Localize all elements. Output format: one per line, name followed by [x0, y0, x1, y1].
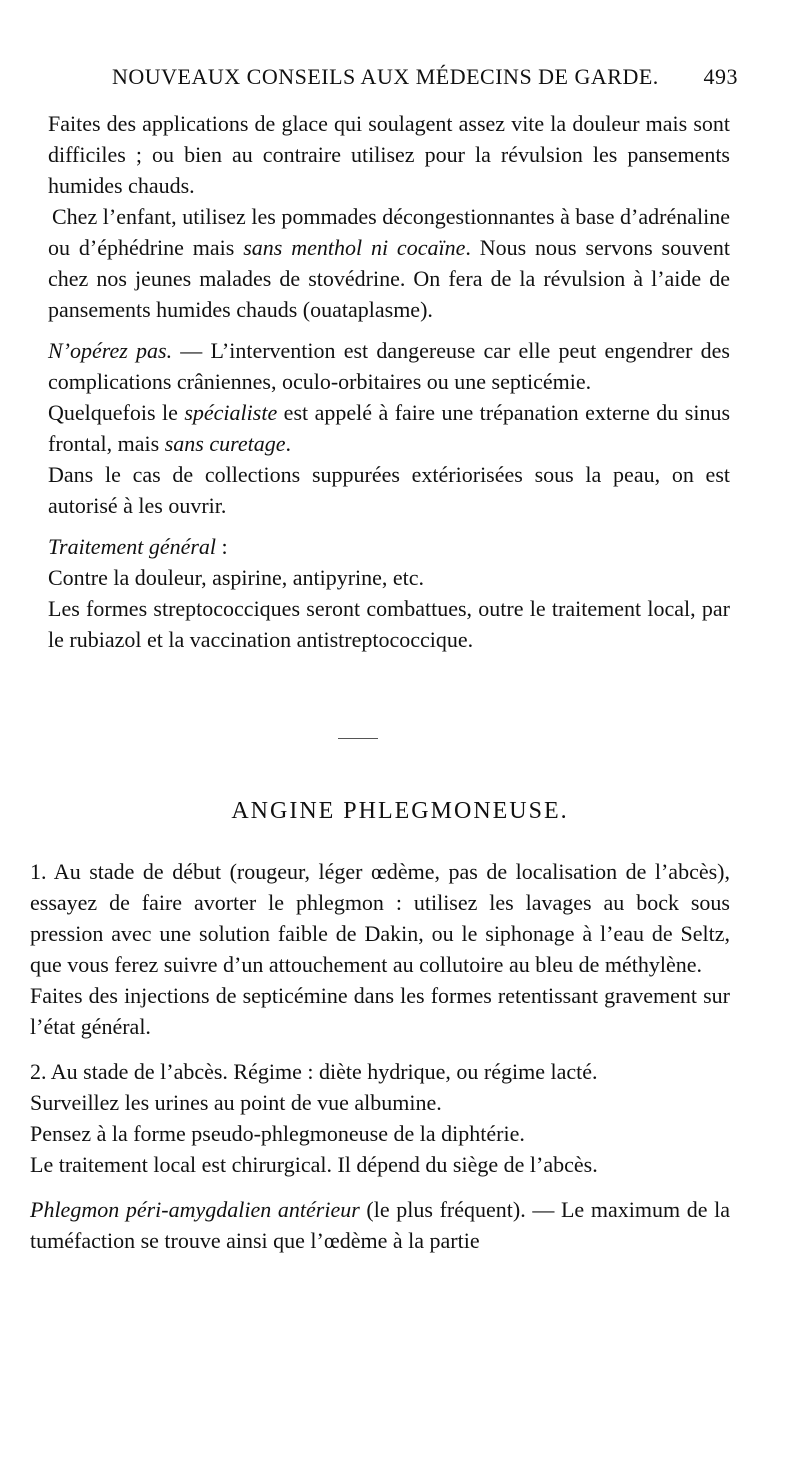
- paragraph-text: Faites des injections de septicémine dans les formes retentissant gravement sur l’état général.: [30, 983, 730, 1039]
- paragraph: [48, 108, 730, 201]
- paragraph: [48, 397, 730, 459]
- paragraph-text: est appelé à faire une trépanation externe du sinus frontal, mais: [48, 400, 731, 456]
- paragraph: [30, 1118, 730, 1149]
- paragraph-text: 1. Au stade de début (rougeur, léger œdème, pas de localisation de l’abcès), essayez de faire avorter le phlegmon : utilisez les lavages au bock sous pression avec une solution faible de Dakin, ou le siphonage à l’eau de Seltz, que vous ferez suivre d’un attouchement au collutoire au bleu de méthylène.: [30, 859, 730, 977]
- paragraph-text: Faites des applications de glace qui soulagent assez vite la douleur mais sont difficiles ; ou bien au contraire utilisez pour la révulsion les pansements humides chauds.: [48, 111, 730, 198]
- paragraph-text: Chez l’enfant, utilisez les pommades décongestionnantes à base d’adrénaline ou d’éphédrine mais: [48, 204, 730, 260]
- paragraph-text: 2. Au stade de l’abcès. Régime : diète hydrique, ou régime lacté.: [30, 1059, 598, 1084]
- italic-heading: Traitement général: [48, 534, 217, 559]
- italic-heading: N’opérez pas.: [48, 338, 173, 363]
- paragraph: [30, 1194, 730, 1256]
- italic-phrase: sans curetage: [164, 431, 286, 456]
- bottom-section-text: [30, 856, 730, 1256]
- paragraph: [30, 980, 730, 1042]
- paragraph-text: Les formes streptococciques seront combattues, outre le traitement local, par le rubiazol et la vaccination antistreptococcique.: [48, 596, 730, 652]
- paragraph-text: :: [216, 534, 228, 559]
- section-divider: [338, 738, 378, 739]
- paragraph-text: Contre la douleur, aspirine, antipyrine, etc.: [48, 565, 425, 590]
- paragraph-text: (le plus fréquent). — Le maximum de la tuméfaction se trouve ainsi que l’œdème à la partie: [30, 1197, 730, 1253]
- paragraph-text: Dans le cas de collections suppurées extériorisées sous la peau, on est autorisé à les ouvrir.: [48, 462, 730, 518]
- paragraph: [30, 856, 730, 980]
- paragraph: [30, 1056, 730, 1087]
- paragraph-text: .: [285, 431, 291, 456]
- paragraph: [48, 335, 730, 397]
- paragraph: [48, 531, 730, 562]
- paragraph-text: Quelquefois le: [48, 400, 185, 425]
- page-number: 493: [703, 64, 738, 89]
- section-title: ANGINE PHLEGMONEUSE.: [231, 798, 569, 824]
- paragraph-text: Surveillez les urines au point de vue albumine.: [30, 1090, 442, 1115]
- paragraph: [48, 593, 730, 655]
- paragraph: [48, 201, 730, 325]
- paragraph-text: — L’intervention est dangereuse car elle peut engendrer des complications crâniennes, oculo-orbitaires ou une septicémie.: [48, 338, 730, 394]
- top-section-text: [48, 108, 730, 655]
- paragraph-text: . Nous nous servons souvent chez nos jeunes malades de stovédrine. On fera de la révulsion à l’aide de pansements humides chauds (ouataplasme).: [48, 235, 730, 322]
- italic-heading: Phlegmon péri-amygdalien antérieur: [30, 1197, 360, 1222]
- italic-phrase: sans menthol ni cocaïne: [243, 235, 466, 260]
- italic-phrase: spécialiste: [184, 400, 278, 425]
- running-head: [112, 64, 738, 98]
- paragraph: [48, 459, 730, 521]
- paragraph-text: Pensez à la forme pseudo-phlegmoneuse de la diphtérie.: [30, 1121, 525, 1146]
- paragraph: [30, 1149, 730, 1180]
- paragraph: [30, 1087, 730, 1118]
- running-head-title: NOUVEAUX CONSEILS AUX MÉDECINS DE GARDE.: [112, 64, 659, 89]
- paragraph: [48, 562, 730, 593]
- paragraph-text: Le traitement local est chirurgical. Il dépend du siège de l’abcès.: [30, 1152, 598, 1177]
